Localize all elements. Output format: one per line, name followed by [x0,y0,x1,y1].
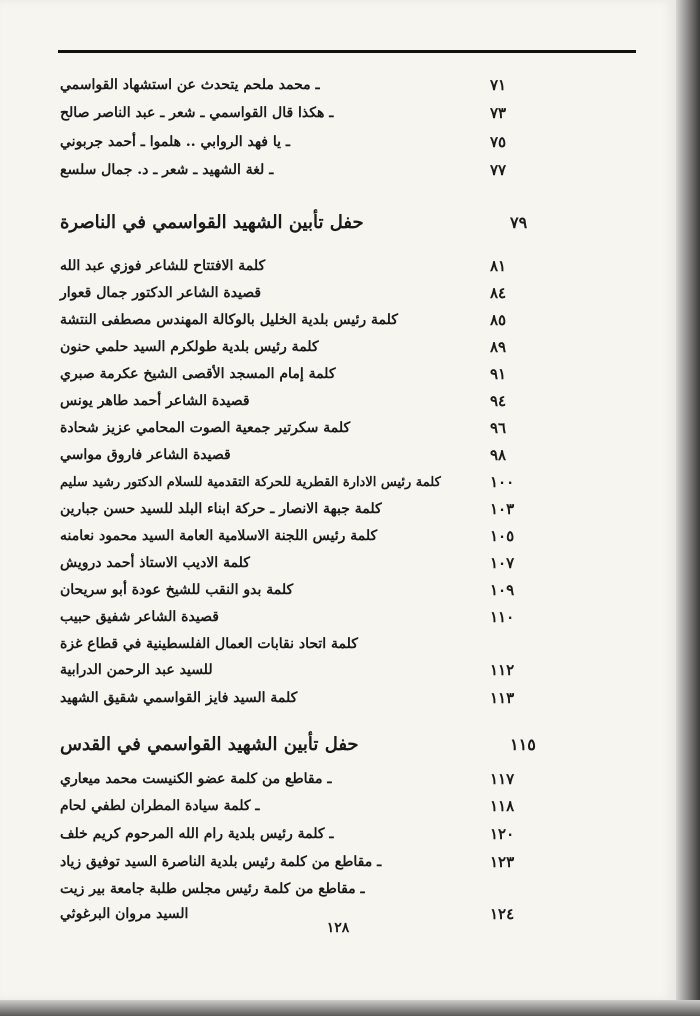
toc-page: ٧٣ [490,104,507,122]
toc-title: كلمة الافتتاح للشاعر فوزي عبد الله [60,258,266,274]
toc-entry [60,550,530,576]
toc-entry [60,876,530,902]
top-rule [58,50,636,53]
toc-page: ١٠٣ [490,500,515,518]
toc-title: كلمة رئيس بلدية طولكرم السيد حلمي حنون [60,339,319,355]
toc-entry [60,100,530,126]
page-number: ١٢٨ [326,920,350,936]
toc-title: ـ هكذا قال القواسمي ـ شعر ـ عبد الناصر صالح [60,105,334,121]
toc-page: ١٠٥ [490,527,515,545]
toc-section-heading [60,209,550,235]
toc-title: للسيد عبد الرحمن الدرابية [60,662,213,678]
toc-entry [60,523,530,549]
toc-page: ١١٣ [490,689,515,707]
toc-title: كلمة سكرتير جمعية الصوت المحامي عزيز شحادة [60,420,351,436]
toc-page: ٩٨ [490,446,507,464]
toc-title: كلمة السيد فايز القواسمي شقيق الشهيد [60,690,298,706]
toc-title: ـ يا فهد الروابي .. هلموا ـ أحمد جربوني [60,134,290,150]
toc-page: ٨٥ [490,311,507,329]
toc-entry [60,415,530,441]
toc-page: ٧٩ [510,212,528,232]
toc-title: كلمة بدو النقب للشيخ عودة أبو سريحان [60,582,294,598]
toc-entry [60,496,530,522]
toc-page: ١٠٠ [490,473,515,491]
toc-title: حفل تأبين الشهيد القواسمي في الناصرة [60,211,364,233]
toc-page: ١٠٩ [490,581,515,599]
toc-page: ٩٤ [490,392,507,410]
toc-title: كلمة جبهة الانصار ـ حركة ابناء البلد للسيد حسن جبارين [60,501,382,517]
toc-page: ١٠٧ [490,554,515,572]
toc-title: قصيدة الشاعر شفيق حبيب [60,609,219,625]
toc-page: ١٢٠ [490,825,515,843]
toc-entry [60,766,530,792]
toc-title: قصيدة الشاعر أحمد طاهر يونس [60,393,250,409]
toc-entry [60,469,530,495]
toc-title: ـ محمد ملحم يتحدث عن استشهاد القواسمي [60,77,320,93]
toc-page: ٨٩ [490,338,507,356]
toc-entry [60,129,530,155]
toc-title: كلمة رئيس الادارة القطرية للحركة التقدمية للسلام الدكتور رشيد سليم [60,474,441,490]
toc-entry [60,849,530,875]
toc-entry-continued [60,657,530,683]
toc-entry [60,793,530,819]
toc-entry [60,157,530,183]
toc-entry [60,253,530,279]
toc-page: ٩٦ [490,419,507,437]
toc-title: كلمة الاديب الاستاذ أحمد درويش [60,555,250,571]
toc-entry [60,334,530,360]
toc-page: ٧١ [490,76,507,94]
toc-title: قصيدة الشاعر فاروق مواسي [60,447,231,463]
toc-title: ـ لغة الشهيد ـ شعر ـ د. جمال سلسع [60,162,274,178]
toc-page: ١٢٣ [490,853,515,871]
toc-page: ٧٧ [490,161,507,179]
toc-title: حفل تأبين الشهيد القواسمي في القدس [60,733,359,755]
toc-page: ١٢٤ [490,905,515,923]
toc-page: ٨١ [490,257,507,275]
toc-page: ١١٢ [490,661,515,679]
toc-entry [60,442,530,468]
page-edge-bottom [0,1000,700,1016]
toc-entry [60,631,530,657]
toc-page: ٨٤ [490,284,507,302]
toc-entry [60,361,530,387]
toc-entry [60,685,530,711]
toc-page: ٩١ [490,365,507,383]
toc-page: ٧٥ [490,133,507,151]
toc-title: كلمة اتحاد نقابات العمال الفلسطينية في قطاع غزة [60,636,358,652]
toc-title: ـ كلمة رئيس بلدية رام الله المرحوم كريم خلف [60,826,334,842]
toc-entry [60,72,530,98]
toc-title: كلمة رئيس اللجنة الاسلامية العامة السيد محمود نعامنه [60,528,378,544]
toc-title: السيد مروان البرغوثي [60,906,189,922]
toc-title: كلمة إمام المسجد الأقصى الشيخ عكرمة صبري [60,366,336,382]
toc-title: ـ مقاطع من كلمة رئيس بلدية الناصرة السيد توفيق زياد [60,854,382,870]
toc-entry [60,307,530,333]
toc-title: كلمة رئيس بلدية الخليل بالوكالة المهندس مصطفى النتشة [60,312,398,328]
toc-title: ـ مقاطع من كلمة رئيس مجلس طلبة جامعة بير زيت [60,881,365,897]
toc-page: ١١٥ [510,734,536,754]
toc-page: ١١٧ [490,770,515,788]
toc-section-heading [60,731,550,757]
toc-entry [60,604,530,630]
toc-entry [60,280,530,306]
toc-page: ١١٠ [490,608,515,626]
toc-entry [60,821,530,847]
toc-entry [60,577,530,603]
toc-title: ـ مقاطع من كلمة عضو الكنيست محمد ميعاري [60,771,332,787]
toc-entry [60,388,530,414]
toc-page: ١١٨ [490,797,515,815]
toc-title: قصيدة الشاعر الدكتور جمال قعوار [60,285,262,301]
toc-title: ـ كلمة سيادة المطران لطفي لحام [60,798,260,814]
page-edge-right [676,0,700,1016]
